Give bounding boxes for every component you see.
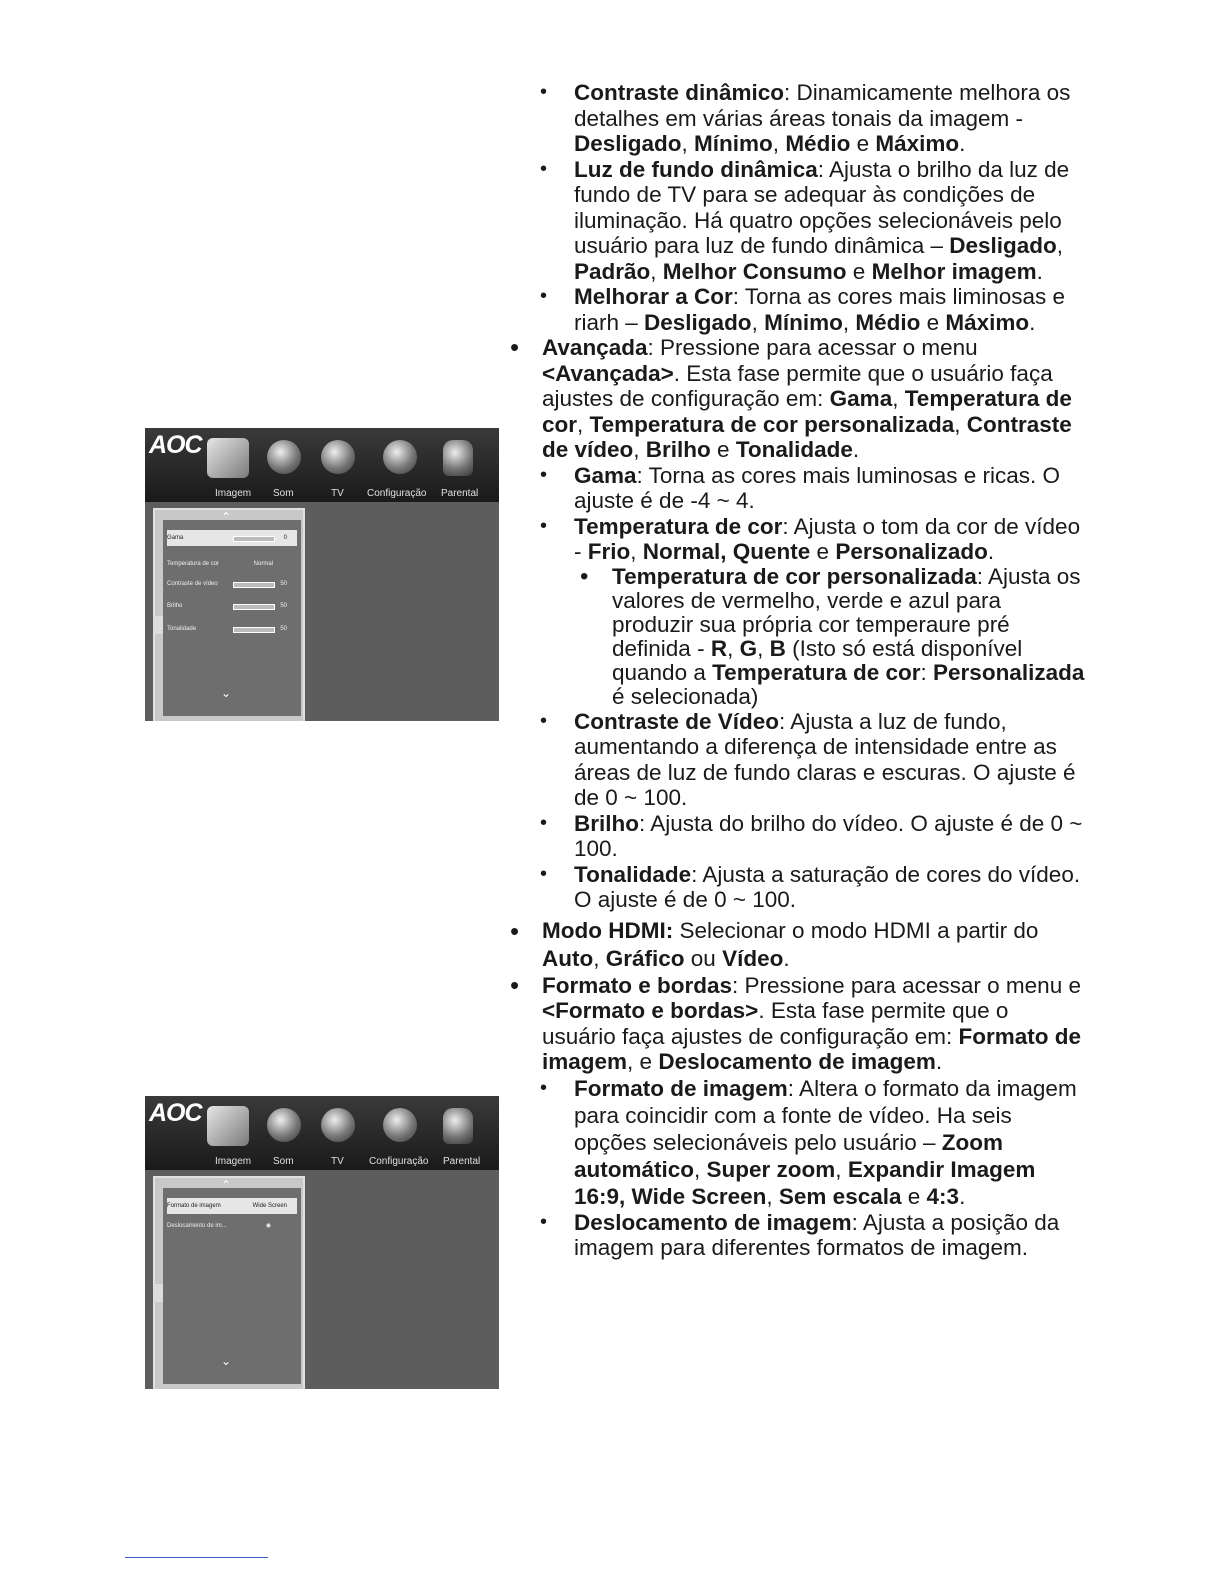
bullet-temperatura-personalizada: • Temperatura de cor personalizada: Ajusta os valores de vermelho, verde e azul para produzir sua própria cor temperaure pré definida - R, G, B (Isto só está disponível quando a Temperatura de cor: Personalizada é selecionada) xyxy=(580,562,1085,709)
tv-icon xyxy=(321,440,355,474)
row-temperatura-cor[interactable]: Temperatura de cor Normal xyxy=(167,561,273,567)
row-deslocamento-imagem[interactable]: Deslocamento de im... ◉ xyxy=(167,1223,271,1229)
picture-icon xyxy=(207,438,249,478)
sound-icon xyxy=(267,1108,301,1142)
scroll-up-icon[interactable]: ⌃ xyxy=(221,1178,232,1192)
settings-gear-icon xyxy=(383,1108,417,1142)
tv-icon xyxy=(321,1108,355,1142)
parental-lock-icon xyxy=(443,440,473,476)
bullet-melhorar-cor: • Melhorar a Cor: Torna as cores mais liminosas e riarh – Desligado, Mínimo, Médio e Máximo. xyxy=(540,284,1066,335)
bullet-brilho: • Brilho: Ajusta do brilho do vídeo. O ajuste é de 0 ~ 100. xyxy=(540,810,1083,861)
settings-gear-icon xyxy=(383,440,417,474)
picture-icon xyxy=(207,1106,249,1146)
bullet-modo-hdmi: • Modo HDMI: Selecionar o modo HDMI a partir do Auto, Gráfico ou Vídeo. xyxy=(510,915,1039,971)
row-brilho[interactable]: Brilho 50 xyxy=(167,603,287,609)
tv-menu-screenshot-format xyxy=(145,1096,499,1389)
scroll-up-icon[interactable]: ⌃ xyxy=(221,510,232,524)
menu-label-imagem[interactable]: Imagem xyxy=(215,1156,252,1167)
bullet-tonalidade: • Tonalidade: Ajusta a saturação de cores do vídeo. O ajuste é de 0 ~ 100. xyxy=(540,861,1081,912)
bullet-gama: • Gama: Torna as cores mais luminosas e ricas. O ajuste é de -4 ~ 4. xyxy=(540,462,1061,513)
bullet-contraste-dinamico: • Contraste dinâmico: Dinamicamente melhora os detalhes em várias áreas tonais da imagem - Desligado, Mínimo, Médio e Máximo. xyxy=(540,80,1071,156)
row-tonalidade[interactable]: Tonalidade 50 xyxy=(167,626,287,632)
row-contraste-video[interactable]: Contraste de vídeo 50 xyxy=(167,581,287,587)
submenu-panel xyxy=(163,520,301,716)
menu-label-tv[interactable]: TV xyxy=(331,488,344,499)
scroll-down-icon[interactable]: ⌄ xyxy=(221,1354,232,1368)
bullet-avancada: • Avançada: Pressione para acessar o menu <Avançada>. Esta fase permite que o usuário faça ajustes de configuração em: Gama, Temperatura de cor, Temperatura de cor personalizada, Contraste de vídeo, Brilho e Tonalidade. xyxy=(510,332,1072,462)
menu-label-tv[interactable]: TV xyxy=(331,1156,344,1167)
bullet-contraste-video: • Contraste de Vídeo: Ajusta a luz de fundo, aumentando a diferença de intensidade entre as áreas de luz de fundo claras e escuras. O ajuste é de 0 ~ 100. xyxy=(540,708,1076,810)
menu-label-configuracao[interactable]: Configuração xyxy=(367,488,427,499)
row-formato-imagem[interactable]: Formato de imagem Wide Screen xyxy=(167,1198,297,1214)
document-text-column xyxy=(506,80,1086,1261)
footnote-separator xyxy=(125,1557,268,1558)
scroll-down-icon[interactable]: ⌄ xyxy=(221,686,232,700)
bullet-deslocamento: • Deslocamento de imagem: Ajusta a posição da imagem para diferentes formatos de imagem. xyxy=(540,1209,1060,1260)
sound-icon xyxy=(267,440,301,474)
tv-menu-screenshot-advanced xyxy=(145,428,499,721)
menu-label-imagem[interactable]: Imagem xyxy=(215,488,252,499)
bullet-luz-de-fundo: • Luz de fundo dinâmica: Ajusta o brilho da luz de fundo de TV para se adequar às condições de iluminação. Há quatro opções selecionáveis pelo usuário para luz de fundo dinâmica – Desligado, Padrão, Melhor Consumo e Melhor imagem. xyxy=(540,156,1070,284)
parental-lock-icon xyxy=(443,1108,473,1144)
scrollbar[interactable] xyxy=(153,616,163,634)
aoc-logo: AOC xyxy=(149,431,202,459)
menu-label-configuracao[interactable]: Configuração xyxy=(369,1156,429,1167)
bullet-formato-imagem: • Formato de imagem: Altera o formato da imagem para coincidir com a fonte de vídeo. Ha seis opções selecionáveis pelo usuário – Zoom automático, Super zoom, Expandir Imagem 16:9, Wide Screen, Sem escala e 4:3. xyxy=(540,1075,1077,1209)
bullet-formato-bordas: • Formato e bordas: Pressione para acessar o menu e <Formato e bordas>. Esta fase permite que o usuário faça ajustes de configuração em: Formato de imagem, e Deslocamento de imagem. xyxy=(510,969,1082,1074)
scrollbar[interactable] xyxy=(153,1284,163,1302)
bullet-temperatura-cor: • Temperatura de cor: Ajusta o tom da cor de vídeo - Frio, Normal, Quente e Personalizado. xyxy=(540,513,1081,564)
row-gama[interactable]: Gama 0 xyxy=(167,530,297,546)
menu-label-som[interactable]: Som xyxy=(273,1156,294,1167)
menu-label-parental[interactable]: Parental xyxy=(441,488,479,499)
menu-label-parental[interactable]: Parental xyxy=(443,1156,481,1167)
aoc-logo: AOC xyxy=(149,1099,202,1127)
menu-label-som[interactable]: Som xyxy=(273,488,294,499)
